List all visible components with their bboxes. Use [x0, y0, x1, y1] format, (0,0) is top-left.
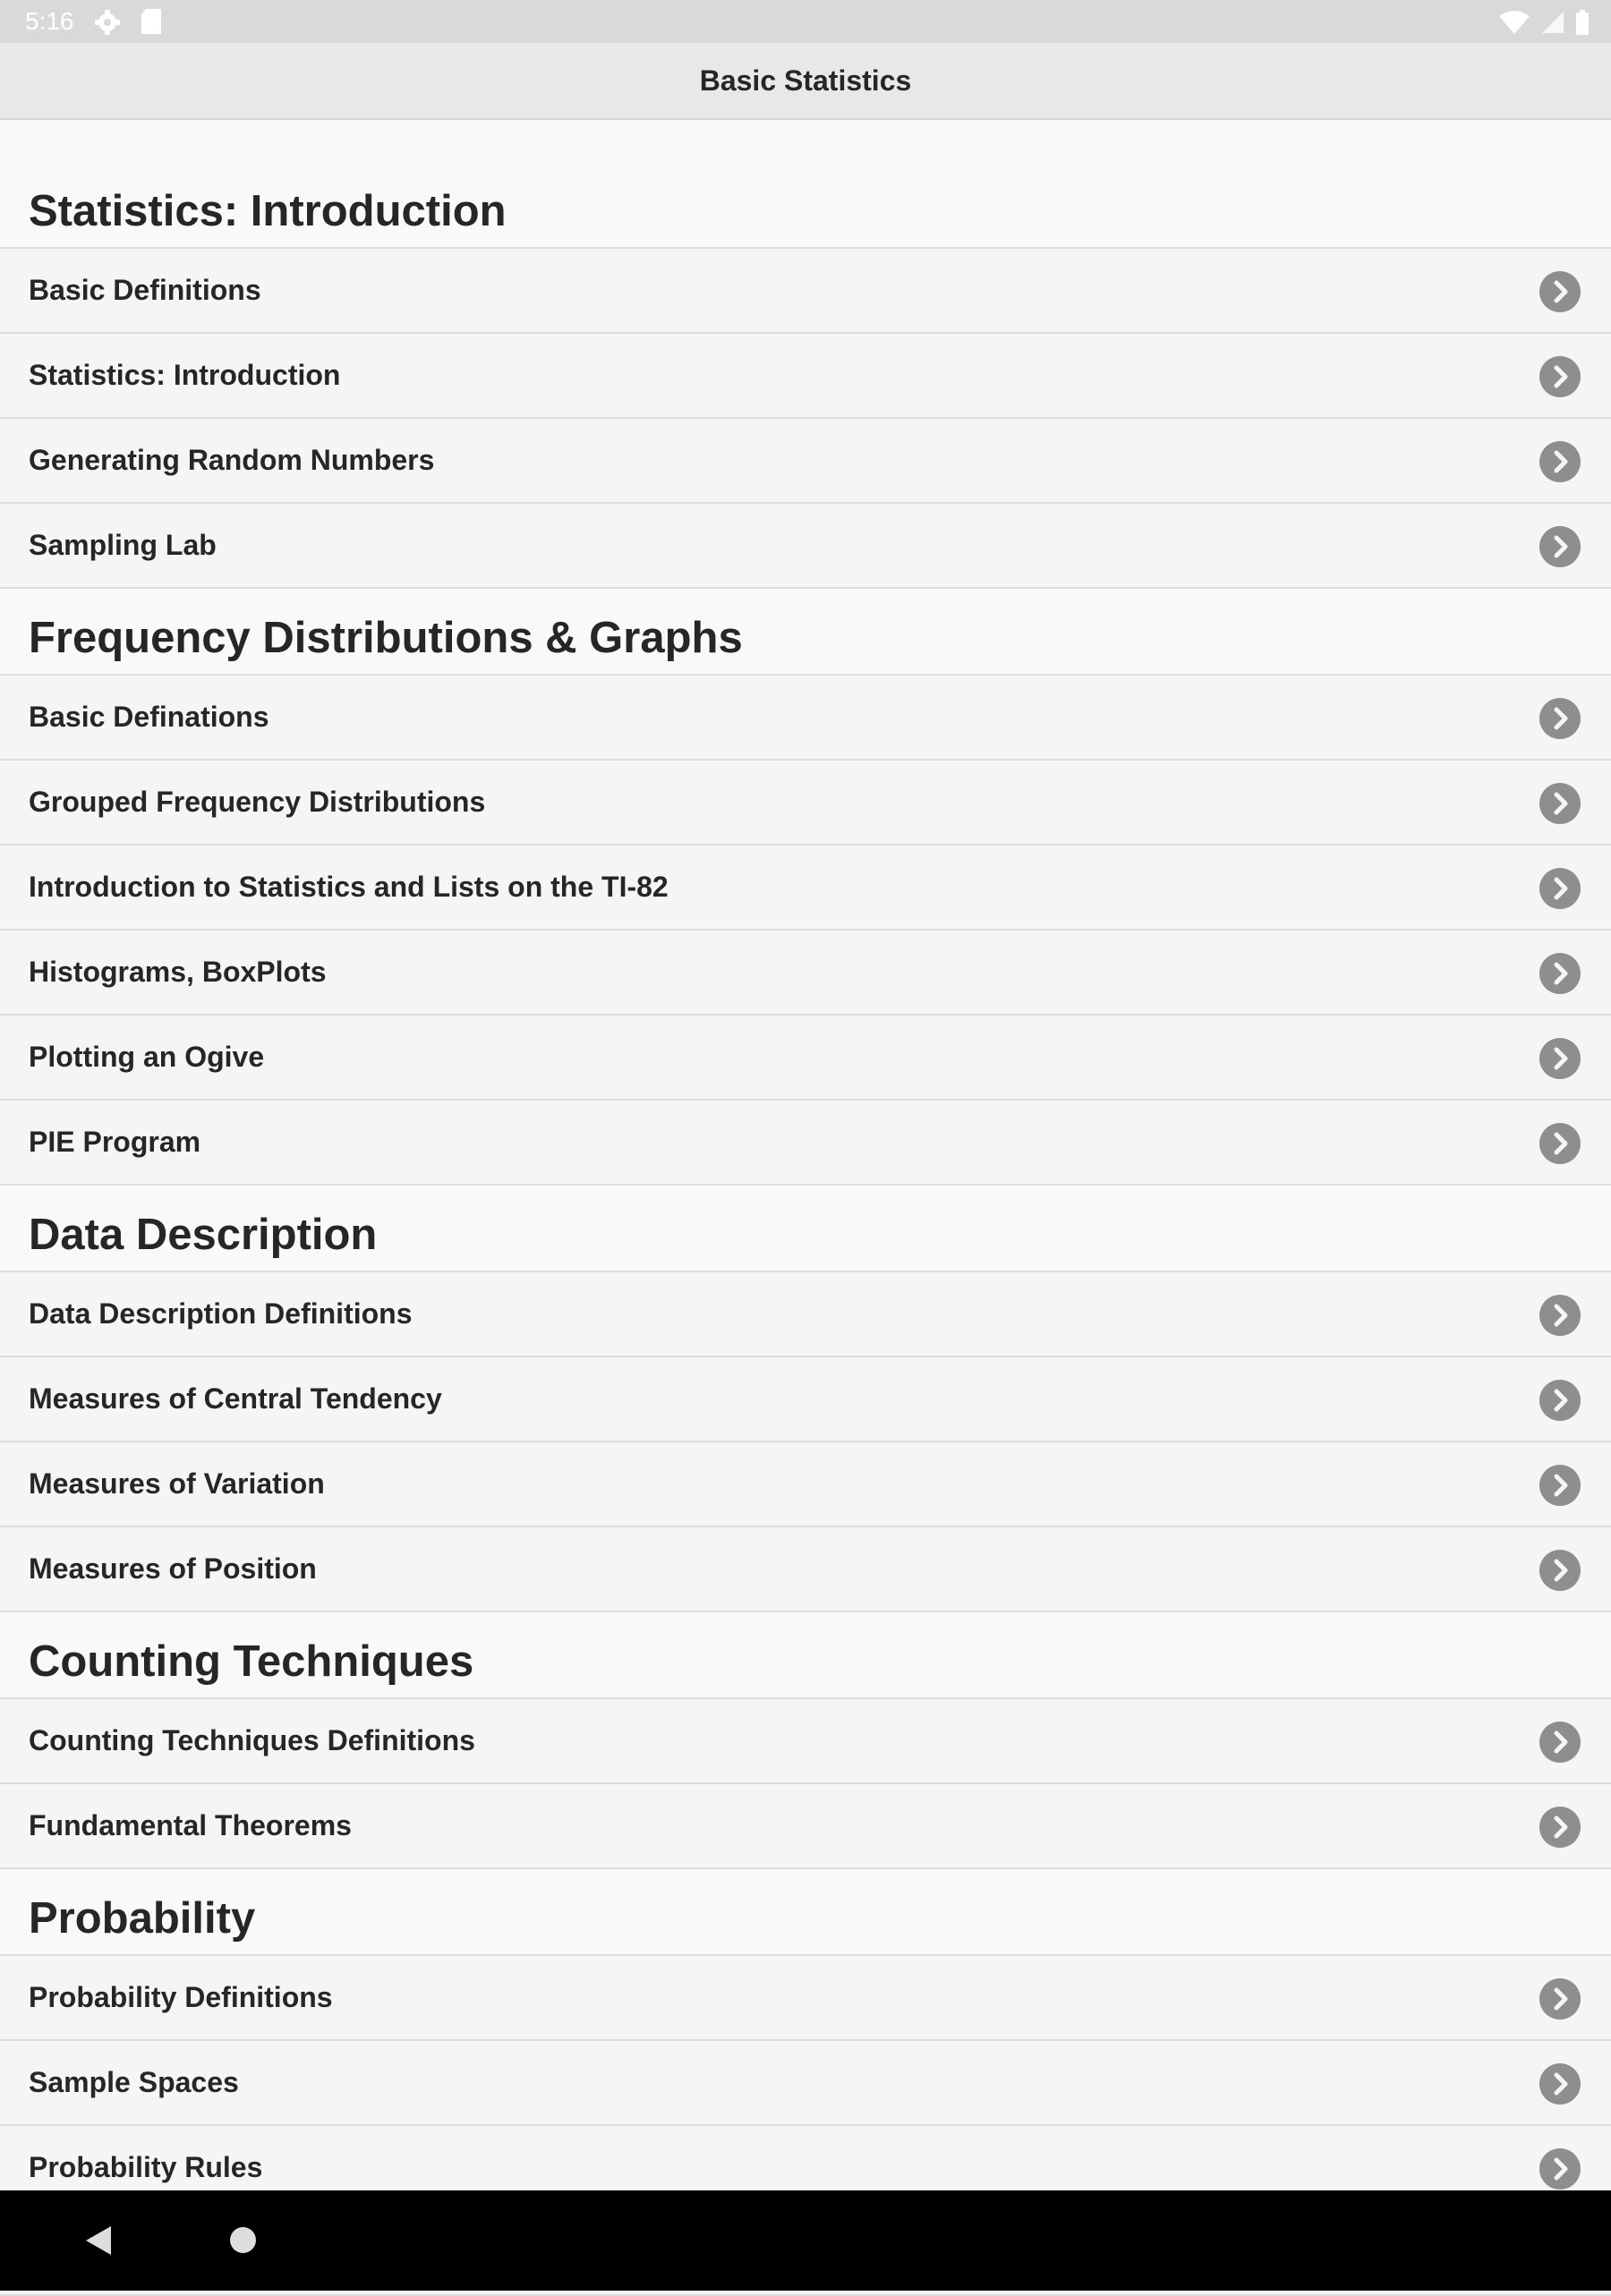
- chevron-right-icon[interactable]: [1539, 1123, 1581, 1164]
- wifi-icon: [1498, 10, 1530, 35]
- status-time: 5:16: [25, 7, 74, 35]
- list-item[interactable]: [0, 1272, 1611, 1357]
- status-indicators: [1498, 9, 1590, 36]
- section-title: Probability: [29, 1894, 256, 1943]
- list-item-label: Generating Random Numbers: [29, 444, 435, 476]
- list-item-label: Sample Spaces: [29, 2066, 239, 2098]
- section-header: [0, 1186, 1611, 1272]
- chevron-right-icon[interactable]: [1539, 1722, 1581, 1763]
- list-item[interactable]: [0, 931, 1611, 1016]
- section-title: Statistics: Introduction: [29, 187, 507, 235]
- list-item-label: PIE Program: [29, 1126, 201, 1158]
- chevron-right-icon[interactable]: [1539, 271, 1581, 312]
- signal-icon: [1541, 11, 1564, 34]
- list-item[interactable]: [0, 1784, 1611, 1869]
- chevron-right-icon[interactable]: [1539, 1807, 1581, 1848]
- list-item-label: Histograms, BoxPlots: [29, 956, 327, 988]
- chevron-right-icon[interactable]: [1539, 698, 1581, 739]
- chevron-right-icon[interactable]: [1539, 1380, 1581, 1421]
- list-item[interactable]: [0, 419, 1611, 504]
- section-title: Frequency Distributions & Graphs: [29, 614, 743, 662]
- list-item-label: Counting Techniques Definitions: [29, 1724, 475, 1756]
- list-item[interactable]: [0, 1442, 1611, 1527]
- list-item[interactable]: [0, 1016, 1611, 1101]
- list-item[interactable]: [0, 2041, 1611, 2126]
- list-item-label: Plotting an Ogive: [29, 1041, 265, 1073]
- list-item[interactable]: [0, 761, 1611, 846]
- chevron-right-icon[interactable]: [1539, 953, 1581, 994]
- chevron-right-icon[interactable]: [1539, 1550, 1581, 1591]
- section-header: [0, 120, 1611, 249]
- list-item-label: Probability Definitions: [29, 1981, 333, 2013]
- list-item[interactable]: [0, 1699, 1611, 1784]
- list-item[interactable]: [0, 1101, 1611, 1186]
- app-bar: [0, 43, 1611, 120]
- list-item[interactable]: [0, 676, 1611, 761]
- home-icon[interactable]: [230, 2227, 256, 2253]
- list-item-label: Basic Definitions: [29, 274, 261, 306]
- list-item[interactable]: [0, 1357, 1611, 1442]
- chevron-right-icon[interactable]: [1539, 356, 1581, 397]
- back-icon[interactable]: [84, 2224, 113, 2257]
- chevron-right-icon[interactable]: [1539, 2148, 1581, 2190]
- chevron-right-icon[interactable]: [1539, 1038, 1581, 1079]
- list-item-label: Probability Rules: [29, 2151, 263, 2183]
- section-header: [0, 1612, 1611, 1699]
- list-item-label: Measures of Variation: [29, 1467, 325, 1500]
- gear-icon: [93, 8, 122, 37]
- chevron-right-icon[interactable]: [1539, 1978, 1581, 2020]
- list-item[interactable]: [0, 846, 1611, 931]
- chevron-right-icon[interactable]: [1539, 1295, 1581, 1336]
- list-item-label: Data Description Definitions: [29, 1297, 413, 1330]
- list-item-label: Basic Definations: [29, 701, 269, 733]
- list-item-label: Sampling Lab: [29, 529, 217, 561]
- list-item[interactable]: [0, 1527, 1611, 1612]
- list-item[interactable]: [0, 334, 1611, 419]
- chevron-right-icon[interactable]: [1539, 783, 1581, 824]
- list-item-label: Fundamental Theorems: [29, 1809, 352, 1841]
- list-item-label: Measures of Central Tendency: [29, 1382, 442, 1415]
- section-title: Counting Techniques: [29, 1637, 474, 1686]
- battery-icon: [1575, 10, 1590, 35]
- chevron-right-icon[interactable]: [1539, 868, 1581, 909]
- chevron-right-icon[interactable]: [1539, 526, 1581, 567]
- section-title: Data Description: [29, 1211, 378, 1259]
- navigation-bar: [0, 2190, 1611, 2291]
- chevron-right-icon[interactable]: [1539, 2063, 1581, 2105]
- list-item-label: Measures of Position: [29, 1552, 317, 1585]
- list-item[interactable]: [0, 504, 1611, 589]
- list-item-label: Grouped Frequency Distributions: [29, 786, 486, 818]
- status-bar: [0, 0, 1611, 43]
- list-item-label: Statistics: Introduction: [29, 359, 341, 391]
- sd-card-icon: [140, 8, 163, 35]
- list-item-label: Introduction to Statistics and Lists on the TI-82: [29, 871, 669, 903]
- section-header: [0, 589, 1611, 676]
- section-header: [0, 1869, 1611, 1956]
- page-title: Basic Statistics: [699, 64, 912, 97]
- list-item[interactable]: [0, 249, 1611, 334]
- topics-list: [0, 120, 1611, 2190]
- chevron-right-icon[interactable]: [1539, 441, 1581, 482]
- chevron-right-icon[interactable]: [1539, 1465, 1581, 1506]
- list-item[interactable]: [0, 1956, 1611, 2041]
